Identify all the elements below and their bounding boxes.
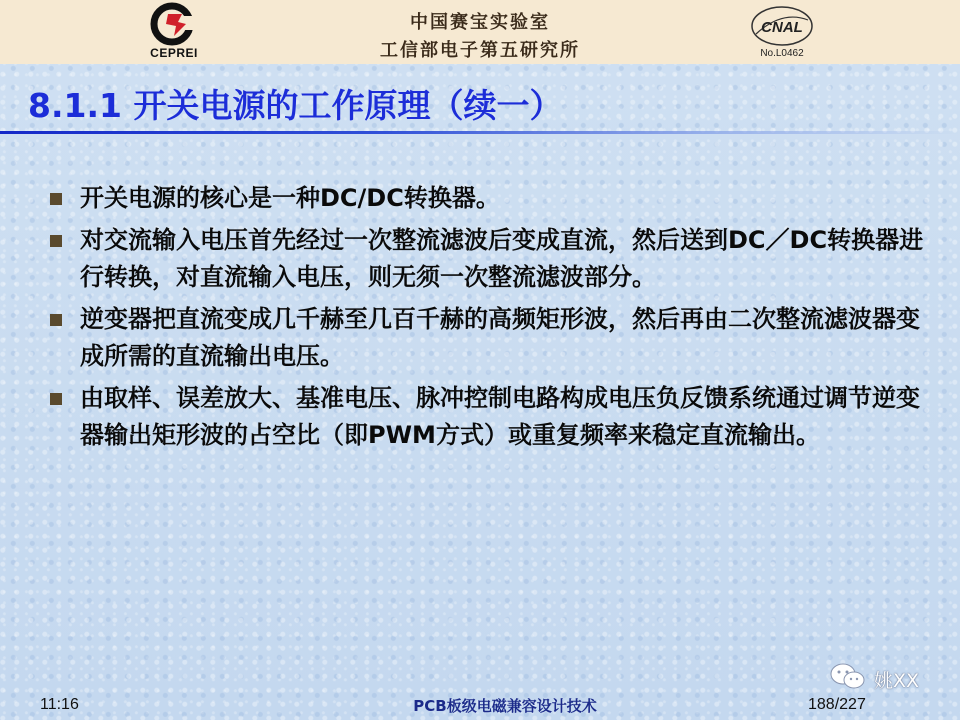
bullet-text: 逆变器把直流变成几千赫至几百千赫的高频矩形波，然后再由二次整流滤波器变成所需的直流输出电压。 xyxy=(80,305,920,370)
org-name-line1: 中国赛宝实验室 xyxy=(410,12,550,33)
ceprei-logo-text: CEPREI xyxy=(150,46,198,60)
bullet-list xyxy=(50,180,930,459)
square-bullet-icon xyxy=(50,193,62,205)
square-bullet-icon xyxy=(50,314,62,326)
bullet-item xyxy=(50,301,930,375)
bullet-text: 对交流输入电压首先经过一次整流滤波后变成直流，然后送到DC／DC转换器进行转换，对直流输入电压，则无须一次整流滤波部分。 xyxy=(80,226,924,291)
slide-title: 8.1.1 开关电源的工作原理（续一） xyxy=(28,86,563,125)
footer-course-title: PCB板级电磁兼容设计技术 xyxy=(413,697,597,715)
bullet-item xyxy=(50,222,930,296)
cnal-logo-mark: CNAL xyxy=(761,19,803,36)
wechat-watermark xyxy=(828,660,948,694)
ceprei-emblem-icon xyxy=(148,2,200,46)
wechat-icon xyxy=(828,660,868,694)
bullet-item xyxy=(50,180,930,217)
cnal-logo xyxy=(742,4,822,62)
slide-header xyxy=(0,0,960,64)
org-name-line2: 工信部电子第五研究所 xyxy=(380,40,580,61)
footer-time: 11:16 xyxy=(40,696,79,713)
square-bullet-icon xyxy=(50,235,62,247)
page-number: 188/227 xyxy=(808,696,866,713)
cnal-logo-number: No.L0462 xyxy=(760,48,804,59)
square-bullet-icon xyxy=(50,393,62,405)
bullet-text: 开关电源的核心是一种DC/DC转换器。 xyxy=(80,184,500,212)
cnal-emblem-icon xyxy=(742,4,822,48)
slide-footer xyxy=(0,690,960,720)
bullet-text: 由取样、误差放大、基准电压、脉冲控制电路构成电压负反馈系统通过调节逆变器输出矩形波的占空比（即PWM方式）或重复频率来稳定直流输出。 xyxy=(80,384,920,449)
title-underline xyxy=(0,131,960,134)
bullet-item xyxy=(50,380,930,454)
watermark-text: 姚XX xyxy=(874,670,920,692)
ceprei-logo xyxy=(138,2,210,62)
